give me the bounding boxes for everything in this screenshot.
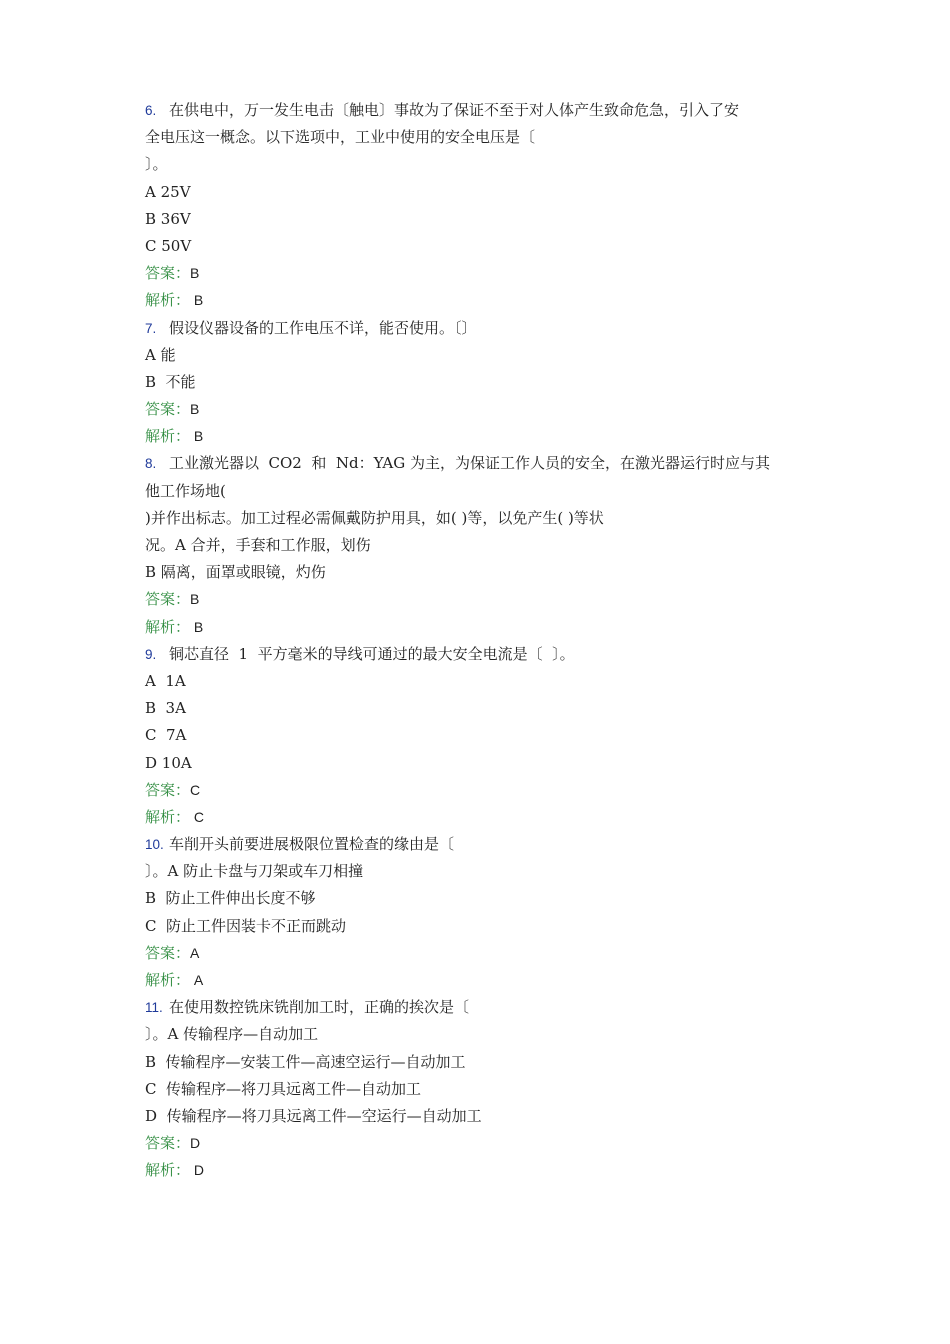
option-item: C 防止工件因装卡不正而跳动 [145,916,347,935]
question-text: 况。A 合并，手套和工作服，划伤 [145,536,371,554]
option-item: B 3A [145,699,186,718]
analysis-line [145,1157,805,1184]
question-number: 8. [145,456,157,472]
question-text-line [145,858,805,885]
question-text: 工业激光器以 CO2 和 Nd：YAG 为主，为保证工作人员的安全，在激光器运行时应与其 [169,454,770,473]
option-item: A 1A [145,671,186,690]
question-number: 11. [145,1000,163,1016]
answer-line [145,260,805,287]
question-text: 全电压这一概念。以下选项中，工业中使用的安全电压是〔 [145,128,536,147]
analysis-value: B [190,618,204,635]
question-number: 10. [145,837,164,853]
question-text-line [145,478,805,505]
answer-value: B [190,401,200,418]
analysis-line [145,967,805,994]
option-item: B 传输程序—安装工件—高速空运行—自动加工 [145,1052,466,1071]
option-item: B 36V [145,209,191,228]
option-item: B 不能 [145,372,196,391]
question-text-line [145,505,805,532]
answer-value: D [190,1135,201,1152]
answer-value: B [190,591,200,608]
question-text: 在供电中，万一发生电击〔触电〕事故为了保证不至于对人体产生致命危急，引入了安 [169,101,740,119]
question-text: 铜芯直径 1 平方毫米的导线可通过的最大安全电流是〔 〕。 [169,644,575,663]
answer-label: 答案： [145,400,191,419]
analysis-value: D [190,1162,205,1179]
question-text: 〕。 [145,155,168,174]
answer-label: 答案： [145,943,191,962]
answer-value: C [190,781,201,798]
answer-line [145,396,805,423]
analysis-value: C [190,808,205,825]
option-item: B 防止工件伸出长度不够 [145,889,316,908]
analysis-value: B [190,428,204,445]
question-block [145,315,805,451]
option-item: A 25V [145,182,191,201]
answer-value: B [190,265,200,282]
question-text: 车削开头前要进展极限位置检查的缘由是〔 [169,835,455,854]
question-text-line [145,97,805,124]
analysis-label: 解析： [145,427,191,446]
analysis-line [145,287,805,314]
analysis-value: B [190,292,204,309]
answer-label: 答案： [145,590,191,609]
question-number: 7. [145,320,157,336]
analysis-line [145,423,805,450]
question-block [145,994,805,1184]
answer-label: 答案： [145,264,191,283]
option-item: C 7A [145,726,187,745]
answer-line [145,777,805,804]
option-item: A 能 [145,345,176,364]
question-text: 在使用数控铣床铣削加工时，正确的挨次是〔 [169,998,470,1017]
answer-label: 答案： [145,780,191,799]
question-text-line [145,831,805,858]
analysis-line [145,804,805,831]
answer-line [145,1130,805,1157]
option-item: B 隔离，面罩或眼镜，灼伤 [145,563,326,582]
question-text-line [145,151,805,178]
option-item: D 传输程序—将刀具远离工件—空运行—自动加工 [145,1106,482,1125]
analysis-label: 解析： [145,617,191,636]
question-text: 〕。A 传输程序—自动加工 [145,1025,319,1044]
answer-line [145,586,805,613]
question-text: 〕。A 防止卡盘与刀架或车刀相撞 [145,862,364,881]
question-text-line [145,315,805,342]
answer-value: A [190,944,200,961]
question-text-line [145,994,805,1021]
question-block [145,97,805,315]
analysis-line [145,614,805,641]
answer-line [145,940,805,967]
analysis-label: 解析： [145,807,191,826]
question-text: 他工作场地( [145,481,226,500]
question-number: 9. [145,646,157,662]
question-block [145,641,805,831]
question-text-line [145,532,805,559]
question-text: 假设仪器设备的工作电压不详，能否使用。〔〕 [169,318,477,337]
question-text-line [145,124,805,151]
option-item: D 10A [145,753,192,772]
question-text-line [145,450,805,477]
analysis-label: 解析： [145,1161,191,1180]
question-text-line [145,1021,805,1048]
option-item: C 50V [145,236,192,255]
answer-label: 答案： [145,1134,191,1153]
question-text: )并作出标志。加工过程必需佩戴防护用具，如( )等，以免产生( )等状 [145,508,604,527]
option-item: C 传输程序—将刀具远离工件—自动加工 [145,1079,422,1098]
question-list [145,97,805,1185]
analysis-label: 解析： [145,971,191,989]
question-number: 6. [145,103,157,118]
question-text-line [145,641,805,668]
question-block [145,450,805,640]
question-block [145,831,805,994]
analysis-label: 解析： [145,291,191,310]
analysis-value: A [190,972,204,988]
